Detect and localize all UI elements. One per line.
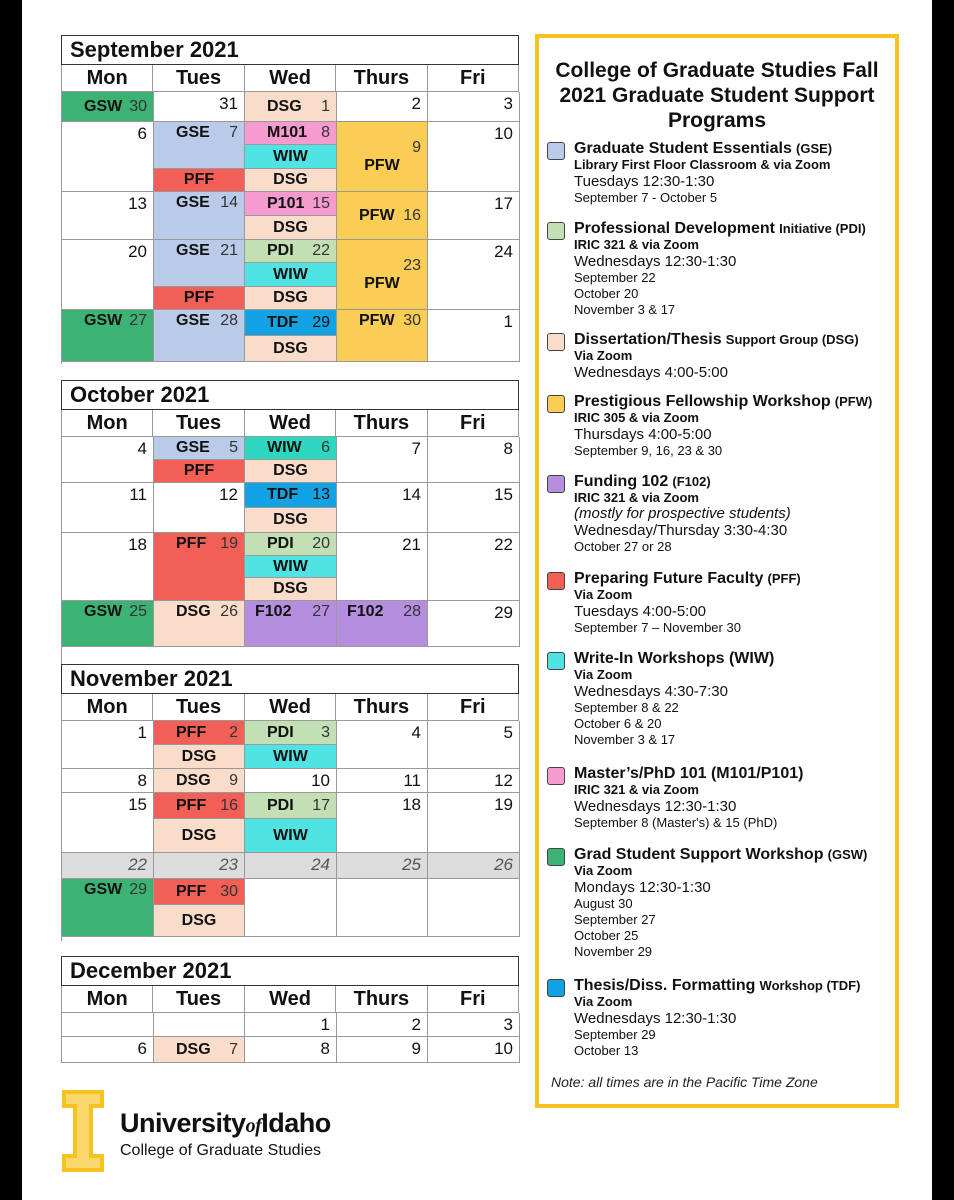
day-header-row (61, 410, 519, 437)
program-name: Professional Development (574, 220, 775, 237)
empty-cell (428, 879, 520, 937)
event-date: 29 (129, 881, 147, 898)
event-date: 28 (220, 312, 238, 329)
program-date: November 29 (574, 944, 653, 959)
color-swatch (547, 979, 565, 997)
day-header: Tues (153, 65, 244, 92)
event-date: 28 (403, 603, 421, 620)
program-m101 (547, 765, 892, 831)
event-cell (245, 601, 337, 647)
calendar-title: September 2021 (61, 35, 519, 65)
day-header: Mon (62, 410, 153, 437)
event-cell (154, 721, 245, 745)
event-date: 23 (403, 256, 421, 274)
day-cell: 8 (62, 769, 154, 793)
calendar-title: November 2021 (61, 664, 519, 694)
program-wiw (547, 650, 892, 748)
program-location: Via Zoom (574, 587, 633, 602)
calendar-title: December 2021 (61, 956, 519, 986)
event-cell (154, 769, 245, 793)
event-cell (154, 1037, 245, 1063)
holiday-cell: 23 (154, 853, 245, 879)
program-time: Wednesdays 4:00-5:00 (574, 364, 728, 381)
program-name: Prestigious Fellowship Workshop (574, 393, 831, 410)
day-cell: 20 (62, 240, 154, 310)
program-date: September 8 (Master's) & 15 (PhD) (574, 815, 778, 830)
event-code: PDI (267, 535, 294, 552)
program-name: Preparing Future Faculty (574, 570, 764, 587)
event-date: 19 (220, 535, 238, 552)
college-name: College of Graduate Studies (120, 1142, 322, 1159)
event-code: GSW (84, 97, 123, 115)
event-cell (154, 240, 245, 287)
empty-cell (337, 879, 428, 937)
event-code: GSE (176, 312, 210, 329)
event-date: 14 (220, 194, 238, 211)
wordmark-of: of (245, 1115, 262, 1137)
day-header: Thurs (336, 694, 427, 721)
program-abbr: (PFF) (767, 571, 801, 586)
program-date: October 20 (574, 286, 639, 301)
event-code: PFW (359, 312, 395, 329)
event-date: 26 (220, 603, 238, 620)
program-time: Tuesdays 4:00-5:00 (574, 603, 707, 620)
day-cell: 29 (428, 601, 520, 647)
program-location: Via Zoom (574, 667, 633, 682)
event-cell: WIW (245, 556, 337, 578)
event-cell (62, 879, 154, 937)
day-cell: 5 (428, 721, 520, 769)
day-cell: 9 (337, 1037, 428, 1063)
program-time: Wednesdays 12:30-1:30 (574, 253, 737, 270)
day-cell: 7 (337, 437, 428, 483)
event-code: DSG (176, 603, 211, 620)
event-code: M101 (267, 124, 308, 141)
event-cell: WIW (245, 819, 337, 853)
day-header: Fri (428, 410, 519, 437)
event-cell (245, 437, 337, 460)
event-cell: DSG (245, 508, 337, 533)
calendar-grid (61, 721, 519, 941)
event-date: 30 (129, 97, 147, 115)
event-cell: WIW (245, 145, 337, 169)
event-cell: DSG (245, 169, 337, 192)
timezone-note: Note: all times are in the Pacific Time Zone (551, 1074, 818, 1090)
program-date: October 27 or 28 (574, 539, 672, 554)
day-header: Tues (153, 986, 244, 1013)
event-code: TDF (267, 313, 299, 331)
program-date: October 13 (574, 1043, 639, 1058)
day-header: Mon (62, 694, 153, 721)
event-date: 20 (312, 535, 330, 552)
event-cell (245, 533, 337, 556)
event-cell (245, 483, 337, 508)
event-date: 7 (229, 1040, 238, 1058)
holiday-cell: 26 (428, 853, 520, 879)
program-location: IRIC 321 & via Zoom (574, 490, 699, 505)
day-cell: 18 (62, 533, 154, 601)
program-abbr: (PFW) (834, 394, 873, 409)
program-name: Graduate Student Essentials (574, 140, 792, 157)
program-date: August 30 (574, 896, 633, 911)
event-date: 13 (312, 486, 330, 503)
flyer-page (22, 0, 932, 1200)
event-code: F102 (347, 603, 384, 620)
event-date: 5 (229, 439, 238, 456)
event-cell (337, 122, 428, 192)
event-code: PDI (267, 242, 294, 259)
day-header: Mon (62, 65, 153, 92)
program-name: Write-In Workshops (WIW) (574, 650, 775, 667)
program-date: September 9, 16, 23 & 30 (574, 443, 723, 458)
day-header: Thurs (336, 65, 427, 92)
event-date: 2 (229, 723, 238, 741)
day-cell: 17 (428, 192, 520, 240)
program-abbr: Initiative (PDI) (779, 221, 866, 236)
event-cell (154, 192, 245, 240)
program-date: October 6 & 20 (574, 716, 662, 731)
day-cell: 18 (337, 793, 428, 853)
event-cell (245, 240, 337, 263)
event-cell (154, 601, 245, 647)
program-date: November 3 & 17 (574, 302, 676, 317)
program-gsw (547, 846, 892, 960)
event-date: 17 (312, 796, 330, 814)
program-time: Thursdays 4:00-5:00 (574, 426, 712, 443)
event-cell (245, 92, 337, 122)
day-header: Tues (153, 694, 244, 721)
program-date: September 7 - October 5 (574, 190, 718, 205)
day-cell: 8 (245, 1037, 337, 1063)
university-wordmark (120, 1108, 331, 1139)
day-cell: 1 (245, 1013, 337, 1037)
holiday-cell: 22 (62, 853, 154, 879)
program-location: IRIC 321 & via Zoom (574, 782, 699, 797)
day-cell: 2 (337, 92, 428, 122)
program-pdi (547, 220, 892, 318)
program-location: Library First Floor Classroom & via Zoom (574, 157, 831, 172)
event-cell: DSG (245, 287, 337, 310)
program-time: Wednesday/Thursday 3:30-4:30 (574, 522, 788, 539)
event-code: DSG (176, 1040, 211, 1058)
program-name: Funding 102 (574, 473, 669, 490)
day-header-row (61, 986, 519, 1013)
color-swatch (547, 572, 565, 590)
event-date: 16 (220, 796, 238, 814)
event-code: GSE (176, 124, 210, 141)
day-cell: 22 (428, 533, 520, 601)
wordmark-idaho: Idaho (261, 1108, 331, 1138)
event-cell (245, 721, 337, 745)
color-swatch (547, 848, 565, 866)
event-date: 27 (129, 312, 147, 329)
holiday-cell: 24 (245, 853, 337, 879)
day-header: Fri (428, 986, 519, 1013)
calendar-grid (61, 92, 519, 364)
event-code: P101 (267, 194, 305, 212)
event-date: 1 (321, 97, 330, 115)
event-date: 30 (403, 312, 421, 329)
day-header: Fri (428, 65, 519, 92)
program-abbr: (GSE) (796, 141, 833, 156)
event-cell (245, 122, 337, 145)
event-code: WIW (267, 439, 302, 456)
program-location: Via Zoom (574, 348, 633, 363)
day-cell: 4 (337, 721, 428, 769)
empty-cell (62, 1013, 154, 1037)
event-cell (337, 240, 428, 310)
event-date: 8 (321, 124, 330, 141)
program-abbr: Support Group (DSG) (725, 332, 859, 347)
day-header: Wed (245, 694, 336, 721)
event-date: 9 (412, 138, 421, 156)
program-name: Thesis/Diss. Formatting (574, 977, 756, 994)
program-abbr: Workshop (TDF) (759, 978, 861, 993)
empty-cell (245, 879, 337, 937)
event-cell (154, 310, 245, 362)
event-date: 16 (403, 206, 421, 224)
day-cell: 10 (245, 769, 337, 793)
event-cell (62, 601, 154, 647)
program-date: September 27 (574, 912, 656, 927)
program-date: September 29 (574, 1027, 656, 1042)
event-date: 29 (312, 313, 330, 331)
empty-cell (154, 1013, 245, 1037)
program-f102 (547, 473, 892, 555)
program-location: IRIC 305 & via Zoom (574, 410, 699, 425)
holiday-cell: 25 (337, 853, 428, 879)
program-location: Via Zoom (574, 994, 633, 1009)
day-cell: 12 (428, 769, 520, 793)
calendar-title: October 2021 (61, 380, 519, 410)
event-code: GSE (176, 439, 210, 456)
program-name: Grad Student Support Workshop (574, 846, 824, 863)
event-cell (337, 310, 428, 362)
event-cell: DSG (245, 216, 337, 240)
day-header: Wed (245, 65, 336, 92)
color-swatch (547, 222, 565, 240)
calendar-grid (61, 437, 519, 669)
event-date: 25 (129, 603, 147, 620)
program-time: Wednesdays 12:30-1:30 (574, 798, 737, 815)
program-note: (mostly for prospective students) (574, 505, 791, 522)
day-cell: 11 (62, 483, 154, 533)
day-header: Wed (245, 986, 336, 1013)
color-swatch (547, 395, 565, 413)
event-code: PFF (176, 723, 207, 741)
day-header: Tues (153, 410, 244, 437)
day-header: Mon (62, 986, 153, 1013)
event-cell: WIW (245, 263, 337, 287)
event-date: 27 (312, 603, 330, 620)
day-cell: 13 (62, 192, 154, 240)
event-code: PFF (176, 882, 207, 900)
day-cell: 24 (428, 240, 520, 310)
day-cell: 12 (154, 483, 245, 533)
wordmark-university: University (120, 1108, 246, 1138)
day-cell: 11 (337, 769, 428, 793)
idaho-i-logo-icon (62, 1090, 104, 1172)
event-date: 22 (312, 242, 330, 259)
day-header: Thurs (336, 986, 427, 1013)
event-code: PDI (267, 796, 294, 814)
event-cell: DSG (154, 745, 245, 769)
event-date: 30 (220, 882, 238, 900)
color-swatch (547, 142, 565, 160)
program-date: September 7 – November 30 (574, 620, 741, 635)
event-cell (337, 192, 428, 240)
day-cell: 15 (62, 793, 154, 853)
event-code: GSW (84, 881, 123, 898)
event-cell (154, 533, 245, 601)
day-header-row (61, 694, 519, 721)
program-date: September 8 & 22 (574, 700, 679, 715)
event-cell (62, 92, 154, 122)
event-date: 15 (312, 194, 330, 212)
day-cell: 10 (428, 122, 520, 192)
event-date: 7 (229, 124, 238, 141)
program-time: Wednesdays 4:30-7:30 (574, 683, 728, 700)
calendar-october (61, 380, 519, 669)
event-cell (154, 793, 245, 819)
program-tdf (547, 977, 892, 1059)
event-cell: PFF (154, 460, 245, 483)
event-cell: WIW (245, 745, 337, 769)
day-cell: 15 (428, 483, 520, 533)
event-code: PDI (267, 723, 294, 741)
day-cell: 31 (154, 92, 245, 122)
program-legend (535, 34, 899, 1108)
program-time: Wednesdays 12:30-1:30 (574, 1010, 737, 1027)
legend-title: College of Graduate Studies Fall 2021 Graduate Student Support Programs (555, 59, 879, 132)
day-cell: 1 (428, 310, 520, 362)
day-header: Fri (428, 694, 519, 721)
event-code: TDF (267, 486, 299, 503)
event-code: DSG (267, 97, 302, 115)
day-cell: 4 (62, 437, 154, 483)
day-cell: 3 (428, 92, 520, 122)
program-location: Via Zoom (574, 863, 633, 878)
event-cell: PFF (154, 287, 245, 310)
program-gse (547, 140, 892, 206)
day-cell: 3 (428, 1013, 520, 1037)
event-cell (62, 310, 154, 362)
event-cell: DSG (245, 336, 337, 362)
color-swatch (547, 475, 565, 493)
event-code: PFW (364, 274, 400, 292)
event-cell (154, 437, 245, 460)
event-cell: DSG (154, 819, 245, 853)
calendar-grid (61, 1013, 519, 1063)
program-location: IRIC 321 & via Zoom (574, 237, 699, 252)
event-code: F102 (255, 603, 292, 620)
day-cell: 8 (428, 437, 520, 483)
event-code: PFW (364, 156, 400, 174)
event-cell (245, 192, 337, 216)
event-code: GSE (176, 242, 210, 259)
calendar-september (61, 35, 519, 364)
program-date: September 22 (574, 270, 656, 285)
calendar-november (61, 664, 519, 941)
day-cell: 6 (62, 1037, 154, 1063)
program-abbr: (GSW) (827, 847, 868, 862)
program-dsg (547, 331, 892, 381)
event-code: GSW (84, 603, 123, 620)
event-code: GSW (84, 312, 123, 329)
day-cell: 21 (337, 533, 428, 601)
day-cell: 14 (337, 483, 428, 533)
day-cell: 2 (337, 1013, 428, 1037)
event-date: 3 (321, 723, 330, 741)
day-cell: 19 (428, 793, 520, 853)
event-date: 21 (220, 242, 238, 259)
day-header: Thurs (336, 410, 427, 437)
event-date: 6 (321, 439, 330, 456)
program-pfw (547, 393, 892, 459)
day-cell: 1 (62, 721, 154, 769)
day-header: Wed (245, 410, 336, 437)
event-code: PFW (359, 206, 395, 224)
event-cell (245, 793, 337, 819)
event-cell: DSG (154, 905, 245, 937)
program-name: Master’s/PhD 101 (M101/P101) (574, 765, 804, 782)
program-pff (547, 570, 892, 636)
color-swatch (547, 652, 565, 670)
program-abbr: (F102) (672, 474, 711, 489)
event-code: PFF (176, 535, 207, 552)
calendar-december (61, 956, 519, 1063)
event-date: 9 (229, 771, 238, 789)
day-cell: 10 (428, 1037, 520, 1063)
program-date: November 3 & 17 (574, 732, 676, 747)
event-cell: DSG (245, 578, 337, 601)
event-code: GSE (176, 194, 210, 211)
day-cell: 6 (62, 122, 154, 192)
event-cell (154, 879, 245, 905)
program-date: October 25 (574, 928, 639, 943)
program-name: Dissertation/Thesis (574, 331, 722, 348)
program-time: Mondays 12:30-1:30 (574, 879, 711, 896)
event-code: PFF (176, 796, 207, 814)
event-cell (154, 122, 245, 169)
event-cell (337, 601, 428, 647)
event-cell: PFF (154, 169, 245, 192)
color-swatch (547, 333, 565, 351)
event-cell: DSG (245, 460, 337, 483)
color-swatch (547, 767, 565, 785)
event-code: DSG (176, 771, 211, 789)
event-cell (245, 310, 337, 336)
day-header-row (61, 65, 519, 92)
program-time: Tuesdays 12:30-1:30 (574, 173, 715, 190)
